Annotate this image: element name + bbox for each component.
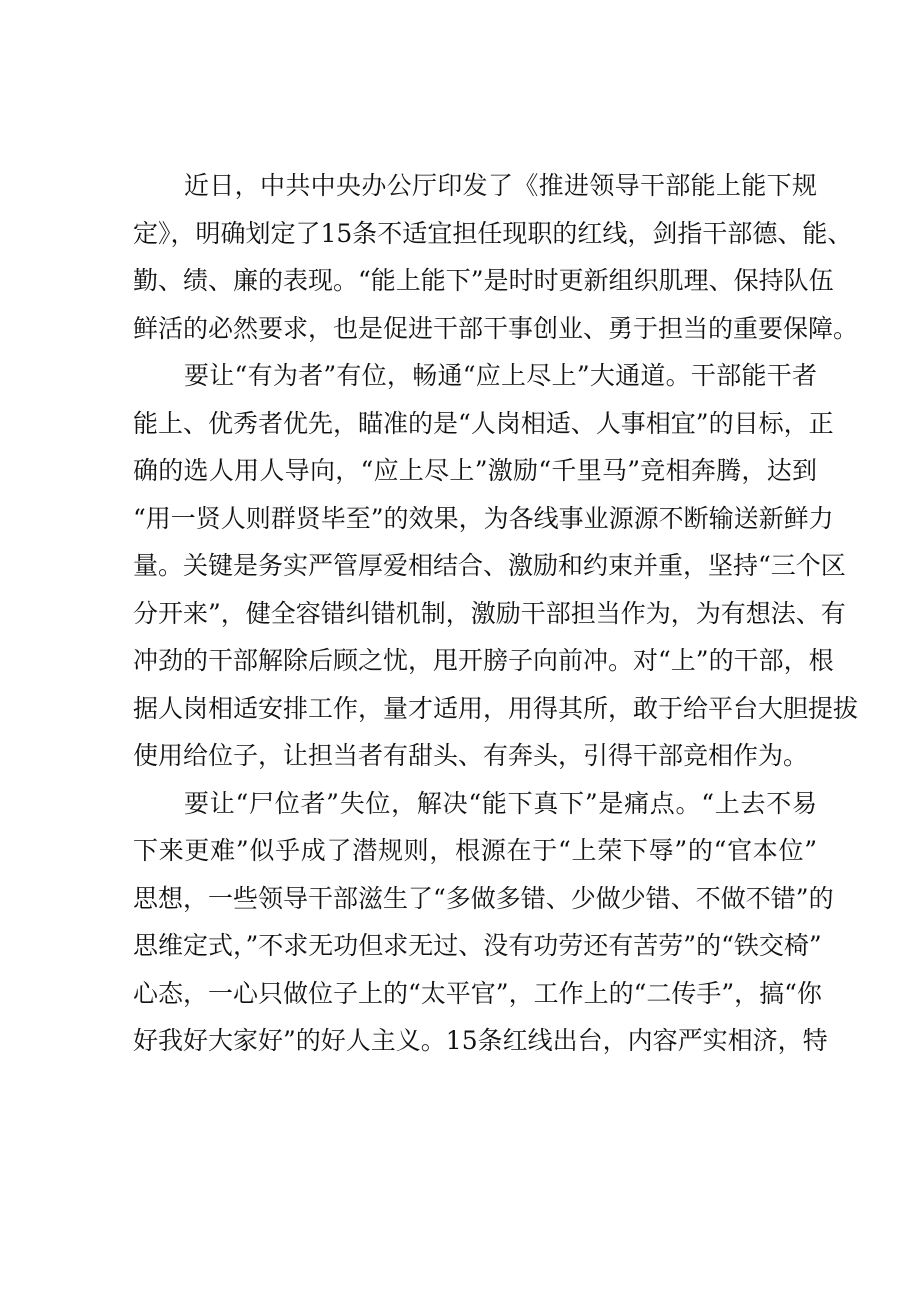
text-line: 使用给位子，让担当者有甜头、有奔头，引得干部竞相作为。 <box>133 741 809 770</box>
text-line: 思维定式，”不求无功但求无过、没有功劳还有苦劳”的“铁交椅” <box>133 931 822 960</box>
text-line: 心态，一心只做位子上的“太平官”，工作上的“二传手”，搞“你 <box>133 978 822 1008</box>
text-line: 下来更难”似乎成了潜规则，根源在于“上荣下辱”的“官本位” <box>133 836 817 865</box>
text-line: 勤、绩、廉的表现。“能上能下”是时时更新组织肌理、保持队伍 <box>133 266 834 295</box>
text-line: 近日，中共中央办公厅印发了《推进领导干部能上能下规 <box>184 171 817 200</box>
paragraph <box>133 352 859 780</box>
text-line: 好我好大家好”的好人主义。15条红线出台，内容严实相济，特 <box>133 1026 828 1055</box>
text-line: 定》，明确划定了15条不适宜担任现职的红线，剑指干部德、能、 <box>133 218 853 248</box>
text-line: 冲劲的干部解除后顾之忧，甩开膀子向前冲。对“上”的干部，根 <box>133 646 834 675</box>
text-line: 据人岗相适安排工作，量才适用，用得其所，敢于给平台大胆提拔 <box>133 693 859 723</box>
paragraph <box>133 780 834 1065</box>
text-line: “用一贤人则群贤毕至”的效果，为各线事业源源不断输送新鲜力 <box>133 503 834 533</box>
text-line: 要让“尸位者”失位，解决“能下真下”是痛点。“上去不易 <box>184 788 817 818</box>
text-line: 思想，一些领导干部滋生了“多做多错、少做少错、不做不错”的 <box>133 883 834 913</box>
text-line: 鲜活的必然要求，也是促进干部干事创业、勇于担当的重要保障。 <box>133 313 859 343</box>
text-line: 要让“有为者”有位，畅通“应上尽上”大通道。干部能干者 <box>184 361 817 390</box>
text-line: 确的选人用人导向，“应上尽上”激励“千里马”竞相奔腾，达到 <box>133 456 817 485</box>
text-line: 量。关键是务实严管厚爱相结合、激励和约束并重，坚持“三个区 <box>133 551 846 580</box>
text-line: 能上、优秀者优先，瞄准的是“人岗相适、人事相宜”的目标，正 <box>133 408 834 438</box>
paragraph <box>133 162 859 352</box>
article-body <box>133 162 859 1065</box>
text-line: 分开来”，健全容错纠错机制，激励干部担当作为，为有想法、有 <box>133 598 846 628</box>
